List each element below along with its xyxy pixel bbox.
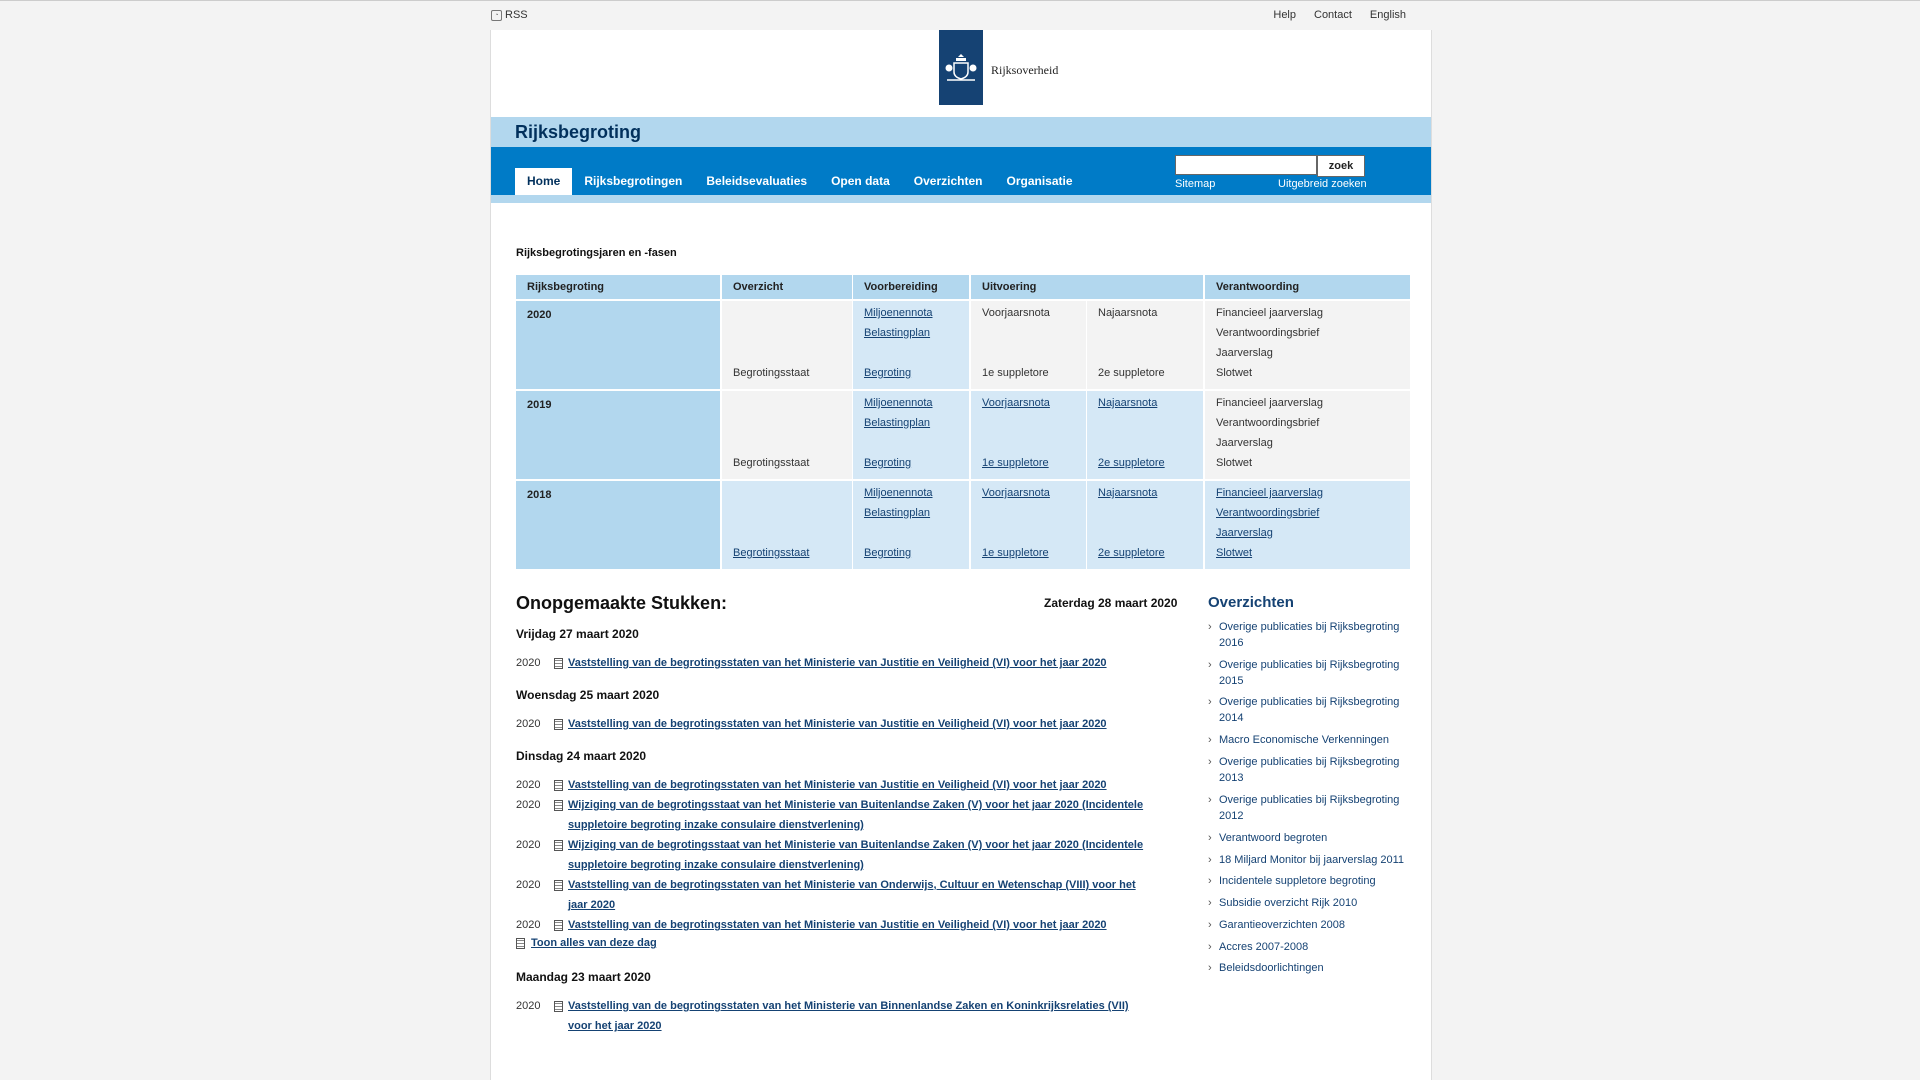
phases-year-cell: 2018 (516, 481, 720, 569)
chevron-right-icon: › (1208, 854, 1212, 866)
phase-link[interactable]: Miljoenennota (864, 487, 933, 499)
document-icon (554, 915, 568, 935)
document-icon (516, 938, 525, 949)
site-title[interactable]: Rijksbegroting (515, 122, 642, 142)
chevron-right-icon: › (1208, 941, 1212, 953)
document-icon (554, 653, 568, 673)
news-item-link[interactable]: Vaststelling van de begrotingsstaten van het Ministerie van Binnenlandse Zaken en Koninkrijksrelaties (VII) voor het jaar 2020 (568, 1000, 1129, 1032)
phases-cell (1205, 481, 1410, 569)
phases-cell (1205, 301, 1410, 389)
phases-header-verantwoording: Verantwoording (1205, 275, 1410, 299)
overzichten-item[interactable] (1208, 830, 1418, 846)
main-navigation-bar (491, 147, 1431, 203)
news-item-year: 2020 (516, 799, 541, 811)
chevron-right-icon: › (1208, 621, 1212, 633)
phase-link[interactable]: Begroting (864, 457, 912, 469)
help-link[interactable]: Help (1273, 9, 1296, 21)
phase-link: Financieel jaarverslag (1216, 307, 1323, 319)
overzichten-heading[interactable]: Overzichten (1208, 594, 1294, 611)
show-all-label: Toon alles van deze dag (531, 937, 657, 949)
rijksoverheid-logo[interactable] (939, 30, 983, 105)
phase-link: Verantwoordingsbrief (1216, 417, 1320, 429)
news-item-link[interactable]: Vaststelling van de begrotingsstaten van het Ministerie van Justitie en Veiligheid (VI) voor het jaar 2020 (568, 779, 1107, 791)
phases-header-overzicht: Overzicht (722, 275, 852, 299)
document-icon (554, 714, 568, 734)
phase-link: Slotwet (1216, 457, 1253, 469)
news-item-link[interactable]: Wijziging van de begrotingsstaat van het Ministerie van Buitenlandse Zaken (V) voor het jaar 2020 (Incidentele suppletoire begroting inzake consulaire dienstverlening) (568, 839, 1144, 871)
overzichten-item[interactable] (1208, 873, 1418, 889)
news-item (516, 795, 1148, 835)
logo-text: Rijksoverheid (991, 63, 1059, 77)
top-utility-bar (0, 0, 1920, 31)
phase-link: Begrotingsstaat (733, 457, 810, 469)
news-item (516, 915, 1148, 935)
nav-item-home[interactable]: Home (515, 168, 572, 195)
news-item-year: 2020 (516, 657, 541, 669)
overzichten-item[interactable] (1208, 917, 1418, 933)
news-heading: Onopgemaakte Stukken: (516, 593, 728, 613)
news-item-year: 2020 (516, 879, 541, 891)
overzichten-item-label: Verantwoord begroten (1219, 832, 1328, 844)
phases-cell (971, 481, 1086, 569)
overzichten-item-label: Overige publicaties bij Rijksbegroting 2013 (1219, 756, 1400, 784)
phase-link[interactable]: 2e suppletore (1098, 547, 1165, 559)
document-icon (554, 775, 568, 795)
overzichten-item[interactable] (1208, 732, 1418, 748)
overzichten-item[interactable] (1208, 619, 1418, 651)
phase-link[interactable]: Begrotingsstaat (733, 547, 810, 559)
document-icon (554, 875, 568, 915)
phase-link[interactable]: 1e suppletore (982, 547, 1049, 559)
overzichten-item[interactable] (1208, 694, 1418, 726)
phase-link[interactable]: Verantwoordingsbrief (1216, 507, 1320, 519)
sitemap-link[interactable]: Sitemap (1175, 178, 1216, 190)
phase-link[interactable]: Voorjaarsnota (982, 487, 1050, 499)
news-item-year: 2020 (516, 1000, 541, 1012)
news-day-heading: Dinsdag 24 maart 2020 (516, 749, 647, 763)
phases-cell (853, 301, 969, 389)
phases-year-cell: 2019 (516, 391, 720, 479)
news-day-heading: Maandag 23 maart 2020 (516, 970, 651, 984)
phases-header-uitvoering: Uitvoering (971, 275, 1203, 299)
phases-cell (853, 481, 969, 569)
overzichten-item-label: Overige publicaties bij Rijksbegroting 2015 (1219, 659, 1400, 687)
overzichten-item-label: Accres 2007-2008 (1219, 941, 1309, 953)
phases-cell (1087, 301, 1203, 389)
phases-cell (722, 481, 852, 569)
rss-link[interactable] (491, 9, 528, 21)
news-item (516, 875, 1148, 915)
phase-link[interactable]: 2e suppletore (1098, 457, 1165, 469)
news-item-year: 2020 (516, 839, 541, 851)
news-item (516, 996, 1148, 1036)
chevron-right-icon: › (1208, 919, 1212, 931)
chevron-right-icon: › (1208, 756, 1212, 768)
top-links (1273, 9, 1406, 21)
overzichten-item[interactable] (1208, 939, 1418, 955)
overzichten-item[interactable] (1208, 852, 1418, 868)
phase-link[interactable]: Miljoenennota (864, 397, 933, 409)
phase-link[interactable]: Najaarsnota (1098, 487, 1158, 499)
phase-link: Voorjaarsnota (982, 307, 1050, 319)
overzichten-item-label: Beleidsdoorlichtingen (1219, 962, 1324, 974)
phases-cell (971, 301, 1086, 389)
phases-header-voorbereiding: Voorbereiding (853, 275, 969, 299)
overzichten-item[interactable] (1208, 754, 1418, 786)
phases-title: Rijksbegrotingsjaren en -fasen (516, 247, 677, 259)
chevron-right-icon: › (1208, 832, 1212, 844)
rss-label: RSS (505, 9, 528, 21)
nav-item-open-data[interactable]: Open data (831, 174, 890, 188)
chevron-right-icon: › (1208, 897, 1212, 909)
page-container (490, 30, 1432, 1080)
today-date: Zaterdag 28 maart 2020 (1044, 596, 1178, 610)
overzichten-item-label: Garantieoverzichten 2008 (1219, 919, 1345, 931)
overzichten-item-label: Overige publicaties bij Rijksbegroting 2012 (1219, 794, 1400, 822)
phases-year-cell: 2020 (516, 301, 720, 389)
news-item-link[interactable]: Vaststelling van de begrotingsstaten van het Ministerie van Justitie en Veiligheid (VI) voor het jaar 2020 (568, 657, 1107, 669)
chevron-right-icon: › (1208, 875, 1212, 887)
rss-icon: ◔ (491, 10, 502, 21)
main-nav (515, 168, 1085, 195)
nav-item-organisatie[interactable]: Organisatie (1006, 174, 1073, 188)
overzichten-item-label: Subsidie overzicht Rijk 2010 (1219, 897, 1358, 909)
phase-link[interactable]: Slotwet (1216, 547, 1253, 559)
site-title-bar (491, 117, 1431, 147)
chevron-right-icon: › (1208, 794, 1212, 806)
phases-cell (853, 391, 969, 479)
phase-link[interactable]: Miljoenennota (864, 307, 933, 319)
overzichten-item-label: 18 Miljard Monitor bij jaarverslag 2011 (1219, 854, 1405, 866)
news-item (516, 714, 1148, 734)
news-item-year: 2020 (516, 779, 541, 791)
news-item-link[interactable]: Vaststelling van de begrotingsstaten van het Ministerie van Justitie en Veiligheid (VI) voor het jaar 2020 (568, 718, 1107, 730)
chevron-right-icon: › (1208, 962, 1212, 974)
phase-link[interactable]: Belastingplan (864, 327, 931, 339)
phase-link: 1e suppletore (982, 367, 1049, 379)
phase-link: Jaarverslag (1216, 347, 1273, 359)
chevron-right-icon: › (1208, 696, 1212, 708)
phase-link: Verantwoordingsbrief (1216, 327, 1320, 339)
phase-link[interactable]: Begroting (864, 367, 912, 379)
phase-link[interactable]: Belastingplan (864, 507, 931, 519)
phase-link[interactable]: Voorjaarsnota (982, 397, 1050, 409)
nav-item-overzichten[interactable]: Overzichten (913, 174, 983, 188)
phase-link: Najaarsnota (1098, 307, 1158, 319)
document-icon (554, 835, 568, 875)
phase-link[interactable]: Jaarverslag (1216, 527, 1273, 539)
phases-cell (1087, 391, 1203, 479)
contact-link[interactable]: Contact (1314, 9, 1352, 21)
news-item-year: 2020 (516, 919, 541, 931)
phase-link: Jaarverslag (1216, 437, 1273, 449)
phase-link: Financieel jaarverslag (1216, 397, 1323, 409)
nav-item-beleidsevaluaties[interactable]: Beleidsevaluaties (706, 174, 808, 188)
phases-cell (722, 391, 852, 479)
phases-cell (1205, 391, 1410, 479)
phase-link[interactable]: Najaarsnota (1098, 397, 1158, 409)
chevron-right-icon: › (1208, 659, 1212, 671)
overzichten-item[interactable] (1208, 792, 1418, 824)
search-button[interactable]: zoek (1317, 155, 1365, 177)
news-item-link[interactable]: Vaststelling van de begrotingsstaten van het Ministerie van Onderwijs, Cultuur en Wetenschap (VIII) voor het jaar 2020 (568, 879, 1136, 911)
news-item (516, 775, 1148, 795)
phase-link[interactable]: Begroting (864, 547, 912, 559)
news-day-heading: Woensdag 25 maart 2020 (516, 688, 660, 702)
search-input[interactable] (1175, 155, 1317, 175)
overzichten-item-label: Overige publicaties bij Rijksbegroting 2014 (1219, 696, 1400, 724)
phases-cell (1087, 481, 1203, 569)
news-item (516, 835, 1148, 875)
show-all-link[interactable] (516, 937, 657, 949)
phase-link: Begrotingsstaat (733, 367, 810, 379)
coat-of-arms-icon (943, 50, 979, 86)
news-item-link[interactable]: Vaststelling van de begrotingsstaten van het Ministerie van Justitie en Veiligheid (VI) voor het jaar 2020 (568, 919, 1107, 931)
phases-cell (722, 301, 852, 389)
phase-link: 2e suppletore (1098, 367, 1165, 379)
news-item-year: 2020 (516, 718, 541, 730)
overzichten-item[interactable] (1208, 960, 1418, 976)
news-day-heading: Vrijdag 27 maart 2020 (516, 627, 639, 641)
news-item (516, 653, 1148, 673)
nav-item-rijksbegrotingen[interactable]: Rijksbegrotingen (584, 174, 683, 188)
phases-cell (971, 391, 1086, 479)
overzichten-item-label: Macro Economische Verkenningen (1219, 734, 1389, 746)
advanced-search-link[interactable]: Uitgebreid zoeken (1278, 178, 1367, 190)
phase-link[interactable]: Financieel jaarverslag (1216, 487, 1323, 499)
document-icon (554, 996, 568, 1036)
overzichten-item-label: Overige publicaties bij Rijksbegroting 2016 (1219, 621, 1400, 649)
chevron-right-icon: › (1208, 734, 1212, 746)
phases-header-rijksbegroting: Rijksbegroting (516, 275, 720, 299)
document-icon (554, 795, 568, 835)
overzichten-item[interactable] (1208, 895, 1418, 911)
phase-link[interactable]: 1e suppletore (982, 457, 1049, 469)
overzichten-item-label: Incidentele suppletore begroting (1219, 875, 1376, 887)
phase-link[interactable]: Belastingplan (864, 417, 931, 429)
overzichten-item[interactable] (1208, 657, 1418, 689)
phase-link: Slotwet (1216, 367, 1253, 379)
english-link[interactable]: English (1369, 9, 1406, 21)
news-item-link[interactable]: Wijziging van de begrotingsstaat van het Ministerie van Buitenlandse Zaken (V) voor het jaar 2020 (Incidentele suppletoire begroting inzake consulaire dienstverlening) (568, 799, 1144, 831)
